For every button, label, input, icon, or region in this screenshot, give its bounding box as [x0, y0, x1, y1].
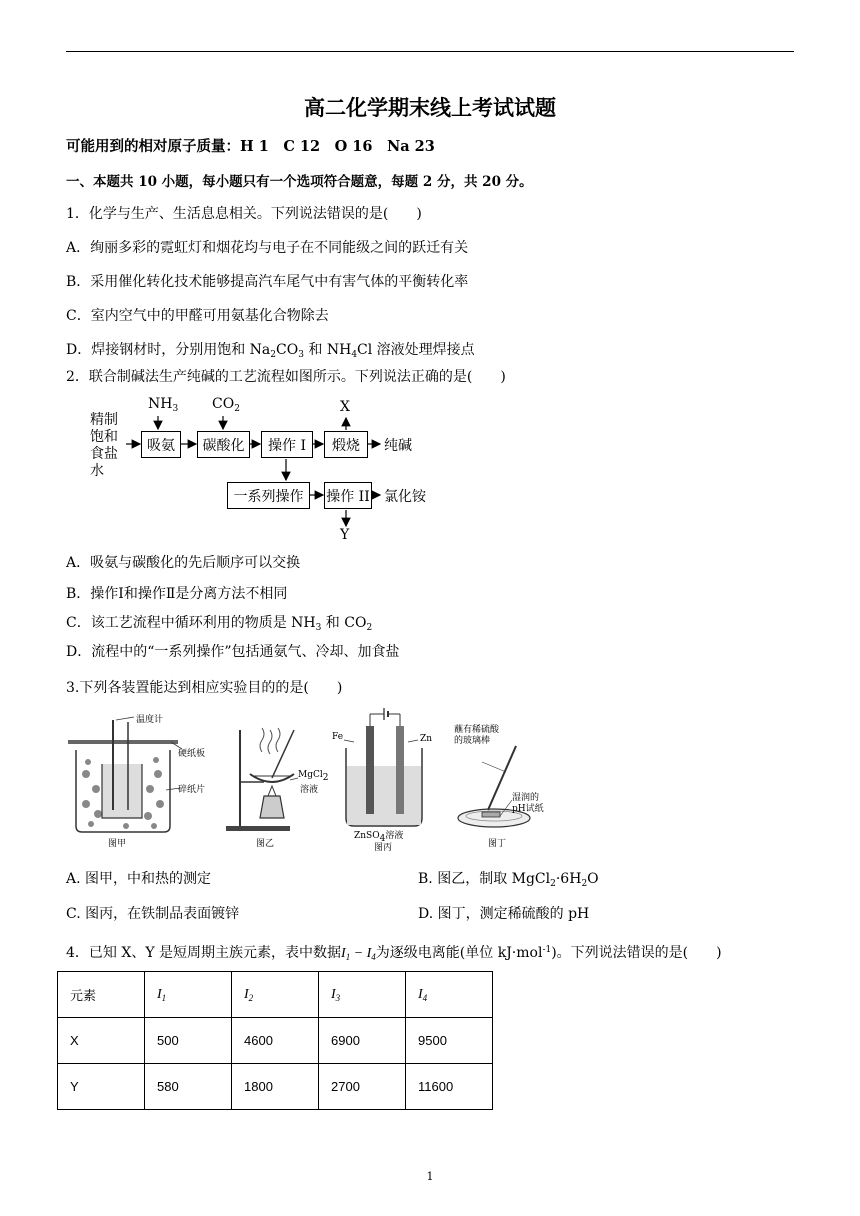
table-cell: 580 — [145, 1064, 232, 1110]
flow-arrows — [88, 396, 448, 546]
table-cell: 6900 — [319, 1018, 406, 1064]
table-row — [58, 1018, 493, 1064]
nh3-label: $NH_3$ — [148, 396, 179, 414]
figure-ding — [452, 722, 562, 849]
label-zn: Zn — [420, 734, 433, 744]
figure-bing — [332, 706, 442, 853]
q3-option-d: D. 图丁，测定稀硫酸的 pH — [418, 906, 590, 922]
header-element: 元素 — [58, 972, 145, 1018]
table-header-row — [58, 972, 493, 1018]
y-label: Y — [340, 527, 350, 543]
q2-option-d: D．流程中的“一系列操作”包括通氨气、冷却、加食盐 — [66, 644, 400, 660]
feed-label: 精制 饱和 食盐 水 — [90, 412, 118, 479]
table-cell: 4600 — [232, 1018, 319, 1064]
table-cell: X — [58, 1018, 145, 1064]
header-i4: $I_4$ — [406, 972, 493, 1018]
label-ph-paper-2: pH试纸 — [512, 804, 544, 814]
product-soda-ash: 纯碱 — [384, 438, 412, 454]
step-absorb-ammonia: 吸氨 — [141, 431, 181, 458]
caption-bing: 图丙 — [374, 843, 393, 853]
caption-ding: 图丁 — [488, 839, 507, 849]
label-paper-scraps: 碎纸片 — [178, 785, 206, 795]
q3-option-a: A. 图甲，中和热的测定 — [66, 871, 212, 887]
q2-option-a: A．吸氨与碳酸化的先后顺序可以交换 — [66, 555, 301, 571]
table-cell: 1800 — [232, 1064, 319, 1110]
process-flow-diagram — [88, 396, 448, 546]
product-ammonium-chloride: 氯化铵 — [384, 489, 426, 505]
step-calcination: 煅烧 — [324, 431, 368, 458]
label-ph-paper-1: 湿润的 — [512, 793, 540, 803]
table-cell: 9500 — [406, 1018, 493, 1064]
table-row — [58, 1064, 493, 1110]
header-rule — [66, 51, 794, 52]
q1-option-d: D．焊接钢材时，分别用饱和 $Na_2CO_3$ 和 $NH_4Cl$ 溶液处理焊接点 — [66, 342, 475, 360]
table-cell: 500 — [145, 1018, 232, 1064]
table-cell: 11600 — [406, 1064, 493, 1110]
q1-option-c: C．室内空气中的甲醛可用氨基化合物除去 — [66, 308, 329, 324]
q2-option-b: B．操作Ⅰ和操作Ⅱ是分离方法不相同 — [66, 586, 288, 602]
step-operation-2: 操作 II — [324, 482, 372, 509]
q2-stem: 2．联合制碱法生产纯碱的工艺流程如图所示。下列说法正确的是( ) — [66, 369, 506, 385]
co2-label: $CO_2$ — [212, 396, 240, 414]
caption-yi: 图乙 — [256, 839, 275, 849]
label-glass-rod-2: 的玻璃棒 — [454, 736, 491, 746]
label-solution: 溶液 — [300, 785, 319, 795]
q3-stem: 3.下列各装置能达到相应实验目的的是( ) — [66, 680, 343, 696]
page-number: 1 — [426, 1170, 434, 1183]
label-thermometer: 温度计 — [136, 715, 164, 725]
q3-option-b: B. 图乙，制取 $MgCl_2\cdot 6H_2O$ — [418, 871, 599, 889]
ionization-energy-table — [57, 971, 493, 1110]
label-znso4: ZnSO$_4$溶液 — [354, 831, 404, 844]
header-i2: $I_2$ — [232, 972, 319, 1018]
table-cell: 2700 — [319, 1064, 406, 1110]
step-series-operations: 一系列操作 — [227, 482, 310, 509]
section-heading: 一、本题共 10 小题，每小题只有一个选项符合题意，每题 2 分，共 20 分。 — [66, 174, 533, 190]
header-i3: $I_3$ — [319, 972, 406, 1018]
page-title: 高二化学期末线上考试试题 — [304, 95, 556, 120]
q2-option-c: C．该工艺流程中循环利用的物质是 $NH_3$ 和 $CO_2$ — [66, 615, 373, 633]
caption-jia: 图甲 — [108, 839, 127, 849]
ionization-symbol: $I_1 - I_4$ — [341, 946, 376, 962]
figure-yi — [222, 722, 332, 849]
label-cardboard: 硬纸板 — [178, 749, 206, 759]
header-i1: $I_1$ — [145, 972, 232, 1018]
label-fe: Fe — [332, 732, 344, 742]
step-operation-1: 操作 I — [261, 431, 313, 458]
q4-stem: 4．已知 X、Y 是短周期主族元素，表中数据$I_1 - I_4$为逐级电离能(单位 kJ·mol$^{-1}$)。下列说法错误的是( ) — [66, 945, 722, 962]
step-carbonation: 碳酸化 — [197, 431, 250, 458]
q1-option-a: A．绚丽多彩的霓虹灯和烟花均与电子在不同能级之间的跃迁有关 — [66, 240, 469, 256]
figure-jia — [66, 714, 206, 849]
q3-option-c: C. 图丙，在铁制品表面镀锌 — [66, 906, 240, 922]
atomic-mass-line: 可能用到的相对原子质量：H 1 C 12 O 16 Na 23 — [66, 138, 435, 155]
label-mgcl2: MgCl$_2$ — [298, 770, 329, 783]
table-cell: Y — [58, 1064, 145, 1110]
label-glass-rod-1: 蘸有稀硫酸 — [454, 725, 500, 735]
x-label: X — [340, 399, 350, 415]
q1-stem: 1．化学与生产、生活息息相关。下列说法错误的是( ) — [66, 206, 422, 222]
q1-option-b: B．采用催化转化技术能够提高汽车尾气中有害气体的平衡转化率 — [66, 274, 469, 290]
